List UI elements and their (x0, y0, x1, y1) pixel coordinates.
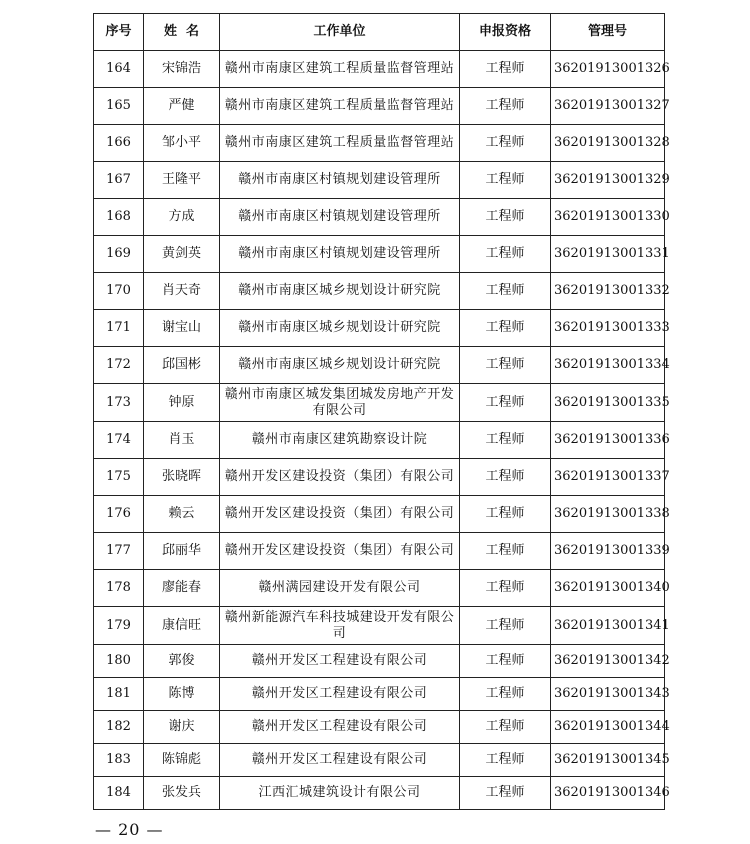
row-no-cell: 179 (94, 607, 144, 645)
table-row (94, 51, 665, 88)
row-unit-cell: 赣州市南康区城乡规划设计研究院 (220, 347, 460, 384)
row-no-cell: 171 (94, 310, 144, 347)
page-number: — 20 — (95, 820, 164, 839)
row-no-cell: 173 (94, 384, 144, 422)
row-no-cell: 174 (94, 422, 144, 459)
row-id-cell: 36201913001326 (551, 51, 665, 88)
row-qualification-cell: 工程师 (460, 496, 551, 533)
row-name-cell: 邱丽华 (144, 533, 220, 570)
table-row (94, 744, 665, 777)
row-unit-cell: 赣州市南康区城乡规划设计研究院 (220, 273, 460, 310)
row-id-cell: 36201913001344 (551, 711, 665, 744)
row-id-cell: 36201913001335 (551, 384, 665, 422)
row-qualification-cell: 工程师 (460, 347, 551, 384)
row-no-cell: 170 (94, 273, 144, 310)
row-no-cell: 166 (94, 125, 144, 162)
row-no-cell: 180 (94, 645, 144, 678)
row-unit-cell: 赣州市南康区建筑勘察设计院 (220, 422, 460, 459)
row-qualification-cell: 工程师 (460, 51, 551, 88)
row-name-cell: 谢庆 (144, 711, 220, 744)
row-name-cell: 康信旺 (144, 607, 220, 645)
row-qualification-cell: 工程师 (460, 645, 551, 678)
row-unit-cell: 赣州开发区工程建设有限公司 (220, 678, 460, 711)
row-name-cell: 肖玉 (144, 422, 220, 459)
row-qualification-cell: 工程师 (460, 570, 551, 607)
row-unit-cell: 赣州开发区工程建设有限公司 (220, 744, 460, 777)
header-name: 姓 名 (144, 14, 220, 51)
row-no-cell: 178 (94, 570, 144, 607)
row-qualification-cell: 工程师 (460, 459, 551, 496)
roster-table (93, 13, 670, 810)
row-id-cell: 36201913001345 (551, 744, 665, 777)
table-row (94, 711, 665, 744)
row-qualification-cell: 工程师 (460, 236, 551, 273)
row-id-cell: 36201913001333 (551, 310, 665, 347)
row-name-cell: 张晓晖 (144, 459, 220, 496)
row-id-cell: 36201913001340 (551, 570, 665, 607)
row-id-cell: 36201913001346 (551, 777, 665, 810)
row-unit-cell: 赣州市南康区村镇规划建设管理所 (220, 162, 460, 199)
row-qualification-cell: 工程师 (460, 744, 551, 777)
row-name-cell: 肖天奇 (144, 273, 220, 310)
row-unit-cell: 赣州市南康区建筑工程质量监督管理站 (220, 51, 460, 88)
row-qualification-cell: 工程师 (460, 533, 551, 570)
row-qualification-cell: 工程师 (460, 384, 551, 422)
table-row (94, 125, 665, 162)
row-no-cell: 172 (94, 347, 144, 384)
row-unit-cell: 赣州开发区建设投资（集团）有限公司 (220, 459, 460, 496)
row-qualification-cell: 工程师 (460, 607, 551, 645)
row-name-cell: 钟原 (144, 384, 220, 422)
table-row (94, 236, 665, 273)
row-qualification-cell: 工程师 (460, 199, 551, 236)
row-qualification-cell: 工程师 (460, 777, 551, 810)
table-row (94, 273, 665, 310)
row-unit-cell: 赣州市南康区建筑工程质量监督管理站 (220, 125, 460, 162)
row-id-cell: 36201913001334 (551, 347, 665, 384)
row-unit-cell: 赣州开发区工程建设有限公司 (220, 711, 460, 744)
row-unit-cell: 赣州新能源汽车科技城建设开发有限公司 (220, 607, 460, 645)
table-row (94, 347, 665, 384)
row-id-cell: 36201913001338 (551, 496, 665, 533)
row-qualification-cell: 工程师 (460, 273, 551, 310)
header-unit: 工作单位 (220, 14, 460, 51)
row-id-cell: 36201913001330 (551, 199, 665, 236)
table-row (94, 162, 665, 199)
row-id-cell: 36201913001329 (551, 162, 665, 199)
row-name-cell: 方成 (144, 199, 220, 236)
table-row (94, 496, 665, 533)
row-unit-cell: 赣州市南康区建筑工程质量监督管理站 (220, 88, 460, 125)
row-unit-cell: 赣州市南康区村镇规划建设管理所 (220, 199, 460, 236)
row-name-cell: 张发兵 (144, 777, 220, 810)
row-name-cell: 黄剑英 (144, 236, 220, 273)
row-no-cell: 164 (94, 51, 144, 88)
table-row (94, 88, 665, 125)
row-name-cell: 陈博 (144, 678, 220, 711)
row-name-cell: 廖能春 (144, 570, 220, 607)
row-qualification-cell: 工程师 (460, 711, 551, 744)
row-unit-cell: 赣州市南康区村镇规划建设管理所 (220, 236, 460, 273)
table-row (94, 384, 665, 422)
row-id-cell: 36201913001341 (551, 607, 665, 645)
row-id-cell: 36201913001336 (551, 422, 665, 459)
row-no-cell: 168 (94, 199, 144, 236)
row-qualification-cell: 工程师 (460, 88, 551, 125)
row-id-cell: 36201913001331 (551, 236, 665, 273)
row-name-cell: 谢宝山 (144, 310, 220, 347)
row-id-cell: 36201913001339 (551, 533, 665, 570)
row-no-cell: 183 (94, 744, 144, 777)
row-name-cell: 邹小平 (144, 125, 220, 162)
row-no-cell: 184 (94, 777, 144, 810)
table-row (94, 533, 665, 570)
table-row (94, 607, 665, 645)
header-qualification: 申报资格 (460, 14, 551, 51)
header-no: 序号 (94, 14, 144, 51)
table-row (94, 678, 665, 711)
row-name-cell: 宋锦浩 (144, 51, 220, 88)
row-unit-cell: 赣州开发区工程建设有限公司 (220, 645, 460, 678)
row-no-cell: 176 (94, 496, 144, 533)
row-name-cell: 严健 (144, 88, 220, 125)
row-id-cell: 36201913001342 (551, 645, 665, 678)
row-qualification-cell: 工程师 (460, 678, 551, 711)
row-qualification-cell: 工程师 (460, 125, 551, 162)
table-row (94, 777, 665, 810)
row-qualification-cell: 工程师 (460, 162, 551, 199)
table-row (94, 310, 665, 347)
header-id: 管理号 (551, 14, 665, 51)
row-unit-cell: 江西汇城建筑设计有限公司 (220, 777, 460, 810)
row-id-cell: 36201913001327 (551, 88, 665, 125)
row-id-cell: 36201913001328 (551, 125, 665, 162)
row-unit-cell: 赣州满园建设开发有限公司 (220, 570, 460, 607)
row-unit-cell: 赣州市南康区城乡规划设计研究院 (220, 310, 460, 347)
row-no-cell: 165 (94, 88, 144, 125)
header-row (94, 14, 665, 51)
row-no-cell: 167 (94, 162, 144, 199)
row-id-cell: 36201913001337 (551, 459, 665, 496)
row-unit-cell: 赣州开发区建设投资（集团）有限公司 (220, 533, 460, 570)
row-qualification-cell: 工程师 (460, 310, 551, 347)
table-row (94, 199, 665, 236)
row-qualification-cell: 工程师 (460, 422, 551, 459)
row-no-cell: 181 (94, 678, 144, 711)
row-id-cell: 36201913001343 (551, 678, 665, 711)
row-name-cell: 郭俊 (144, 645, 220, 678)
row-id-cell: 36201913001332 (551, 273, 665, 310)
row-unit-cell: 赣州开发区建设投资（集团）有限公司 (220, 496, 460, 533)
table-row (94, 459, 665, 496)
row-no-cell: 169 (94, 236, 144, 273)
table-row (94, 570, 665, 607)
row-name-cell: 王隆平 (144, 162, 220, 199)
table-row (94, 645, 665, 678)
row-name-cell: 赖云 (144, 496, 220, 533)
table-row (94, 422, 665, 459)
row-name-cell: 邱国彬 (144, 347, 220, 384)
row-unit-cell: 赣州市南康区城发集团城发房地产开发有限公司 (220, 384, 460, 422)
row-name-cell: 陈锦彪 (144, 744, 220, 777)
row-no-cell: 177 (94, 533, 144, 570)
row-no-cell: 175 (94, 459, 144, 496)
row-no-cell: 182 (94, 711, 144, 744)
